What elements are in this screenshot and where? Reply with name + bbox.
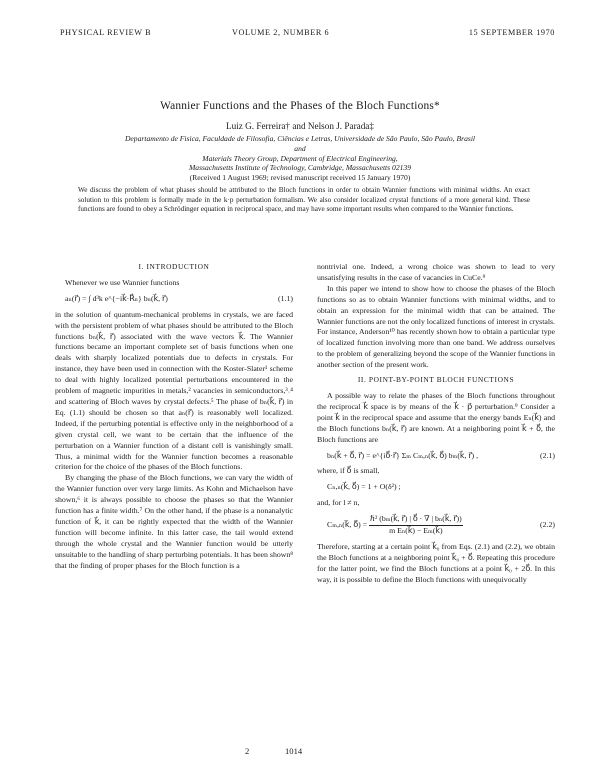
running-header xyxy=(60,28,555,40)
section-title-introduction: I. INTRODUCTION xyxy=(138,262,210,271)
paragraph: where, if δ⃗ is small, xyxy=(317,466,380,476)
equation-number: (1.1) xyxy=(278,293,293,303)
paragraph: A possible way to relate the phases of the Bloch functions throughout the reciprocal k⃗ space is by means of the k⃗ · p⃗ perturbation.⁹ Consider a point k⃗ in the reciprocal space and assume that the energy bands Eₙ(k⃗) and the Bloch functions bₙ(k⃗, r⃗) are known. At a neighboring point k⃗ + δ⃗, the Bloch functions are xyxy=(317,390,555,444)
equation-2-2 xyxy=(327,514,555,537)
right-column xyxy=(317,262,555,586)
paragraph: Whenever we use Wannier functions xyxy=(65,277,180,287)
equation-number: (2.2) xyxy=(540,520,555,530)
folio-number: 1014 xyxy=(285,746,303,756)
abstract: We discuss the problem of what phases should be attributed to the Bloch functions in order to obtain Wannier functions with minimal widths. An exact solution to this problem is formally made in the k·p perturbation formalism. We also consider localized crystal functions of a more general kind. These functions are found to obey a Schrödinger equation in reciprocal space, and may have some important results when compared to the Wannier functions. xyxy=(78,186,530,214)
equation-body xyxy=(327,514,463,537)
fraction-numerator: ℏ² (bₘ(k⃗, r⃗) | δ⃗ · ∇ | bₙ(k⃗, r⃗)) xyxy=(369,514,463,526)
paragraph: By changing the phase of the Bloch functions, we can vary the width of the Wannier function over very large limits. As Kohn and Michaelson have shown,⁶ it is always possible to choose the phases so that the Wannier function has a finite width.⁷ On the other hand, if the phase is a nonanalytic function of k⃗, it can be rightly expected that the width of the Wannier function will become infinite. In this latter case, the tail would extend through the whole crystal and the Wannier function would be utterly unsuitable to the handling of sharp perturbing potentials. It has been shown⁸ that the finding of proper phases for the Bloch function is a xyxy=(55,473,293,570)
equation-2-1 xyxy=(327,451,555,462)
volume-number: VOLUME 2, NUMBER 6 xyxy=(232,28,330,37)
issue-date: 15 SEPTEMBER 1970 xyxy=(468,28,555,37)
affiliation-and: and xyxy=(294,144,306,153)
equation-body: Cₙ,ₙ(k⃗, δ⃗) = 1 + O(δ²) ; xyxy=(327,482,401,492)
paragraph: In this paper we intend to show how to choose the phases of the Bloch functions so as to obtain Wannier functions with minimal widths, and to obtain an expression for the minimal width that can be attained. The Wannier functions are not the only localized functions of interest in crystals. For instance, Anderson¹⁰ has recently shown how to obtain a particular type of localized function involving more than one band. We address ourselves to the problem of generalizing beyond the scope of the Wannier functions in another section of the present work. xyxy=(317,283,555,370)
journal-name: PHYSICAL REVIEW B xyxy=(60,28,152,37)
left-column xyxy=(55,262,293,571)
paragraph: in the solution of quantum-mechanical problems in crystals, we are faced with the persistent problem of what phases should be attributed to the Bloch functions bₙ(k⃗, r⃗) associated with the wave vectors k⃗. The Wannier functions became an important complete set of basis functions when one deals with sharply localized potentials due to defects in crystals. For instance, they have been used in connection with the Koster-Slater¹ scheme to deal with highly localized potential perturbations encountered in the problem of magnetic impurities in metals,² vacancies in semiconductors,³˒⁴ and scattering of Bloch waves by crystal defects.⁵ The phase of bₙ(k⃗, r⃗) in Eq. (1.1) should be chosen so that aₙ(r⃗) is reasonably well localized. Indeed, if the perturbing potential is effective only in the neighborhood of a given crystal cell, we want to be certain that the influence of the perturbation on a Wannier function of a distant cell is vanishingly small. Thus, a minimal width for the Wannier function becomes a reasonable criterion for the choice of the phases of the Bloch functions. xyxy=(55,309,293,472)
equation-number: (2.1) xyxy=(540,450,555,460)
received-dates: (Received 1 August 1969; revised manuscript received 15 January 1970) xyxy=(189,173,411,182)
equation-cnn xyxy=(327,482,555,493)
page-mark: 2 xyxy=(245,746,250,756)
article-title: Wannier Functions and the Phases of the Bloch Functions* xyxy=(160,100,440,112)
equation-1-1 xyxy=(65,294,293,305)
affiliation-mit-group: Materials Theory Group, Department of Electrical Engineering, xyxy=(202,154,398,163)
paragraph: nontrivial one. Indeed, a wrong choice was shown to lead to very unsatisfying results in the case of vacancies in CuCe.⁹ xyxy=(317,262,555,282)
affiliation-sao-paulo: Departamento de Fisica, Faculdade de Filosofia, Ciências e Letras, Universidade de São Paulo, São Paulo, Brasil xyxy=(124,134,476,143)
fraction-denominator: m Eₙ(k⃗) − Eₘ(k⃗) xyxy=(389,526,443,536)
section-title-point-by-point: II. POINT-BY-POINT BLOCH FUNCTIONS xyxy=(357,375,515,385)
equation-body: aₙ(r⃗) = ∫ d³k e^{−ik⃗·R⃗ₙ} bₙ(k⃗, r⃗) xyxy=(65,293,168,303)
paragraph: Therefore, starting at a certain point k⃗₀ from Eqs. (2.1) and (2.2), we obtain the Bloch functions at a neighboring point k⃗₀ + δ⃗. Repeating this procedure for the latter point, we find the Bloch functions at a point k⃗₀ + 2δ⃗. In this way, it is possible to define the Bloch functions with unequivocally xyxy=(317,541,555,584)
affiliation-mit-address: Massachusetts Institute of Technology, Cambridge, Massachusetts 02139 xyxy=(188,163,412,172)
fraction xyxy=(369,514,463,537)
paragraph: and, for l ≠ n, xyxy=(317,498,360,508)
equation-body: bₙ(k⃗ + δ⃗, r⃗) = e^{iδ⃗·r⃗} Σₘ Cₘ,ₙ(k⃗, δ⃗) bₘ(k⃗, r⃗) , xyxy=(327,450,479,460)
equation-lhs: Cₘ,ₙ(k⃗, δ⃗) = xyxy=(327,520,368,530)
author-line: Luiz G. Ferreira† and Nelson J. Parada‡ xyxy=(226,121,374,131)
